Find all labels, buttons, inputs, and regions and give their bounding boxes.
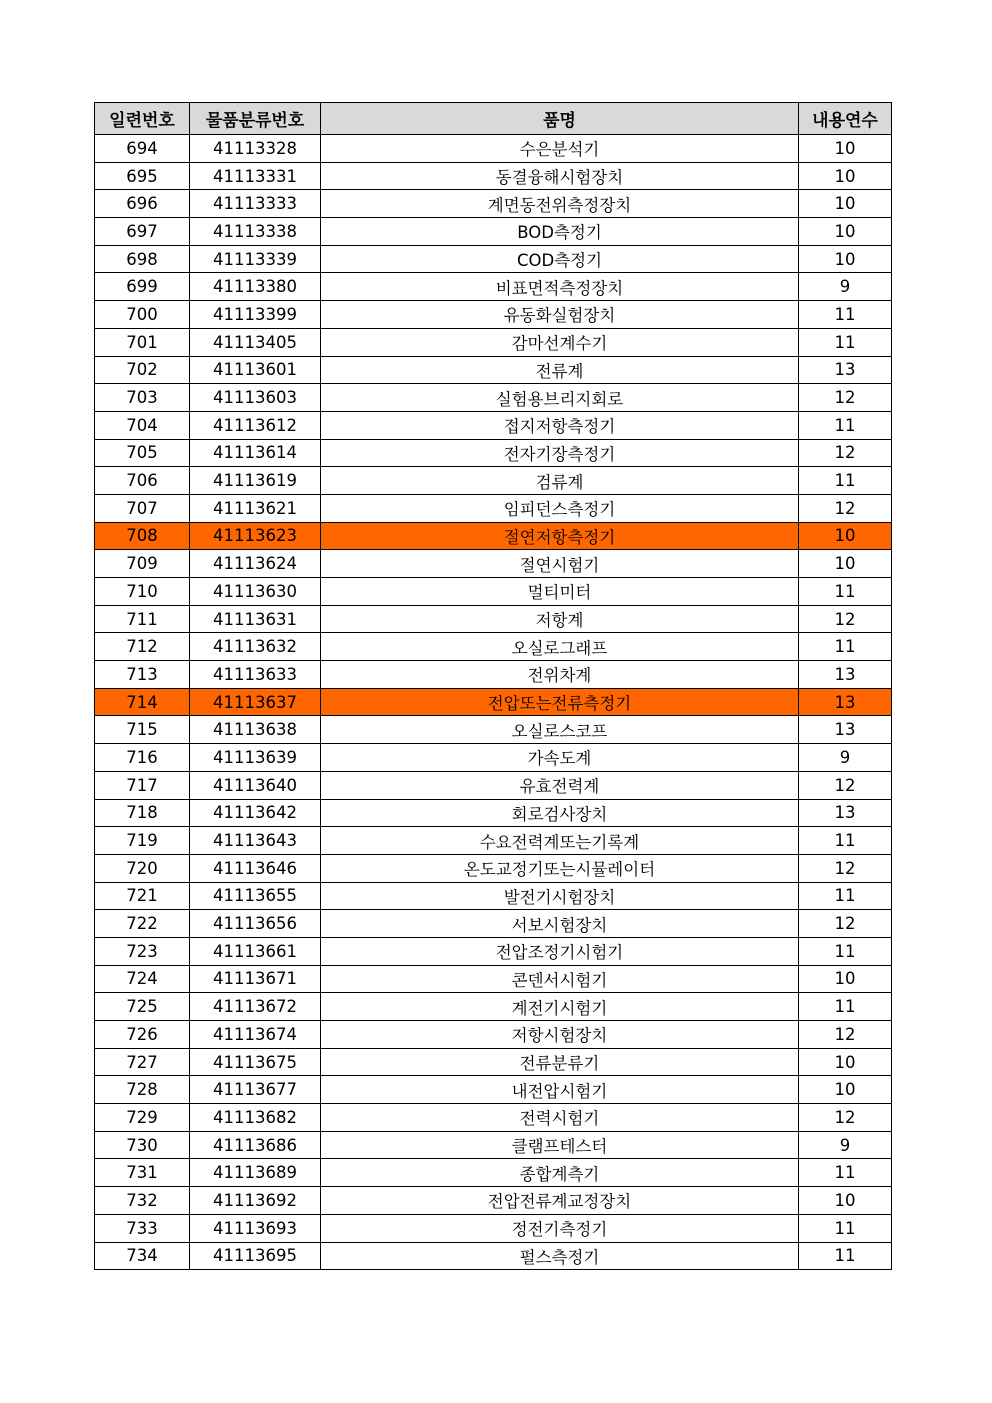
cell-useful-life-years: 13 bbox=[799, 661, 892, 689]
table-row bbox=[95, 1187, 892, 1215]
table-row bbox=[95, 965, 892, 993]
cell-classification-code: 41113333 bbox=[190, 190, 321, 218]
table-row bbox=[95, 937, 892, 965]
cell-serial-number: 710 bbox=[95, 578, 190, 606]
table-row bbox=[95, 1104, 892, 1132]
cell-useful-life-years: 12 bbox=[799, 439, 892, 467]
cell-useful-life-years: 9 bbox=[799, 273, 892, 301]
cell-serial-number: 704 bbox=[95, 411, 190, 439]
cell-classification-code: 41113689 bbox=[190, 1159, 321, 1187]
cell-classification-code: 41113642 bbox=[190, 799, 321, 827]
cell-useful-life-years: 11 bbox=[799, 633, 892, 661]
cell-item-name: 계전기시험기 bbox=[321, 993, 799, 1021]
cell-classification-code: 41113692 bbox=[190, 1187, 321, 1215]
cell-classification-code: 41113640 bbox=[190, 771, 321, 799]
cell-classification-code: 41113671 bbox=[190, 965, 321, 993]
cell-useful-life-years: 10 bbox=[799, 162, 892, 190]
cell-classification-code: 41113646 bbox=[190, 854, 321, 882]
cell-item-name: 유효전력계 bbox=[321, 771, 799, 799]
cell-useful-life-years: 11 bbox=[799, 411, 892, 439]
cell-serial-number: 695 bbox=[95, 162, 190, 190]
cell-item-name: 접지저항측정기 bbox=[321, 411, 799, 439]
cell-classification-code: 41113655 bbox=[190, 882, 321, 910]
cell-item-name: 검류계 bbox=[321, 467, 799, 495]
cell-classification-code: 41113405 bbox=[190, 328, 321, 356]
cell-serial-number: 725 bbox=[95, 993, 190, 1021]
cell-serial-number: 724 bbox=[95, 965, 190, 993]
cell-useful-life-years: 12 bbox=[799, 854, 892, 882]
cell-serial-number: 697 bbox=[95, 218, 190, 246]
table-row bbox=[95, 744, 892, 772]
cell-item-name: 내전압시험기 bbox=[321, 1076, 799, 1104]
cell-serial-number: 718 bbox=[95, 799, 190, 827]
table-row bbox=[95, 494, 892, 522]
cell-item-name: 오실로그래프 bbox=[321, 633, 799, 661]
cell-useful-life-years: 12 bbox=[799, 910, 892, 938]
cell-classification-code: 41113331 bbox=[190, 162, 321, 190]
cell-serial-number: 702 bbox=[95, 356, 190, 384]
cell-useful-life-years: 11 bbox=[799, 993, 892, 1021]
cell-item-name: 비표면적측정장치 bbox=[321, 273, 799, 301]
table-row bbox=[95, 716, 892, 744]
cell-serial-number: 708 bbox=[95, 522, 190, 550]
cell-classification-code: 41113675 bbox=[190, 1048, 321, 1076]
cell-useful-life-years: 12 bbox=[799, 771, 892, 799]
cell-classification-code: 41113637 bbox=[190, 688, 321, 716]
cell-useful-life-years: 10 bbox=[799, 1187, 892, 1215]
cell-item-name: 유동화실험장치 bbox=[321, 301, 799, 329]
cell-classification-code: 41113380 bbox=[190, 273, 321, 301]
cell-classification-code: 41113339 bbox=[190, 245, 321, 273]
cell-serial-number: 703 bbox=[95, 384, 190, 412]
cell-serial-number: 732 bbox=[95, 1187, 190, 1215]
cell-useful-life-years: 10 bbox=[799, 135, 892, 163]
cell-serial-number: 696 bbox=[95, 190, 190, 218]
table-row bbox=[95, 1021, 892, 1049]
cell-classification-code: 41113682 bbox=[190, 1104, 321, 1132]
cell-item-name: 임피던스측정기 bbox=[321, 494, 799, 522]
cell-useful-life-years: 10 bbox=[799, 550, 892, 578]
table-row bbox=[95, 384, 892, 412]
cell-classification-code: 41113338 bbox=[190, 218, 321, 246]
cell-serial-number: 721 bbox=[95, 882, 190, 910]
cell-item-name: 저항시험장치 bbox=[321, 1021, 799, 1049]
table-row bbox=[95, 218, 892, 246]
cell-serial-number: 713 bbox=[95, 661, 190, 689]
cell-item-name: 발전기시험장치 bbox=[321, 882, 799, 910]
table-body bbox=[95, 135, 892, 1270]
table-row bbox=[95, 827, 892, 855]
cell-item-name: 회로검사장치 bbox=[321, 799, 799, 827]
cell-classification-code: 41113624 bbox=[190, 550, 321, 578]
cell-serial-number: 698 bbox=[95, 245, 190, 273]
cell-serial-number: 700 bbox=[95, 301, 190, 329]
cell-serial-number: 694 bbox=[95, 135, 190, 163]
table-row bbox=[95, 799, 892, 827]
equipment-lifespan-table bbox=[94, 102, 892, 1270]
header-classification-code: 물품분류번호 bbox=[190, 103, 321, 135]
cell-serial-number: 726 bbox=[95, 1021, 190, 1049]
cell-classification-code: 41113601 bbox=[190, 356, 321, 384]
cell-item-name: 온도교정기또는시뮬레이터 bbox=[321, 854, 799, 882]
table-row bbox=[95, 356, 892, 384]
cell-item-name: 전력시험기 bbox=[321, 1104, 799, 1132]
cell-useful-life-years: 12 bbox=[799, 384, 892, 412]
cell-useful-life-years: 11 bbox=[799, 937, 892, 965]
cell-item-name: 전류분류기 bbox=[321, 1048, 799, 1076]
cell-item-name: 오실로스코프 bbox=[321, 716, 799, 744]
cell-useful-life-years: 10 bbox=[799, 1076, 892, 1104]
cell-serial-number: 714 bbox=[95, 688, 190, 716]
table-row-highlighted bbox=[95, 522, 892, 550]
cell-useful-life-years: 11 bbox=[799, 1242, 892, 1270]
table-row bbox=[95, 605, 892, 633]
cell-useful-life-years: 11 bbox=[799, 1214, 892, 1242]
header-item-name: 품명 bbox=[321, 103, 799, 135]
cell-useful-life-years: 13 bbox=[799, 688, 892, 716]
cell-useful-life-years: 11 bbox=[799, 467, 892, 495]
cell-item-name: 절연저항측정기 bbox=[321, 522, 799, 550]
cell-classification-code: 41113695 bbox=[190, 1242, 321, 1270]
cell-serial-number: 723 bbox=[95, 937, 190, 965]
cell-classification-code: 41113686 bbox=[190, 1131, 321, 1159]
cell-item-name: 서보시험장치 bbox=[321, 910, 799, 938]
cell-classification-code: 41113612 bbox=[190, 411, 321, 439]
table-row bbox=[95, 1076, 892, 1104]
cell-useful-life-years: 11 bbox=[799, 301, 892, 329]
cell-classification-code: 41113614 bbox=[190, 439, 321, 467]
cell-useful-life-years: 10 bbox=[799, 965, 892, 993]
cell-useful-life-years: 9 bbox=[799, 1131, 892, 1159]
cell-classification-code: 41113674 bbox=[190, 1021, 321, 1049]
table-row bbox=[95, 1159, 892, 1187]
cell-item-name: 클램프테스터 bbox=[321, 1131, 799, 1159]
table-row bbox=[95, 1214, 892, 1242]
table-row bbox=[95, 1131, 892, 1159]
cell-useful-life-years: 10 bbox=[799, 190, 892, 218]
cell-item-name: 콘덴서시험기 bbox=[321, 965, 799, 993]
cell-classification-code: 41113328 bbox=[190, 135, 321, 163]
cell-serial-number: 709 bbox=[95, 550, 190, 578]
cell-item-name: 계면동전위측정장치 bbox=[321, 190, 799, 218]
cell-classification-code: 41113656 bbox=[190, 910, 321, 938]
table-row bbox=[95, 1048, 892, 1076]
table-row bbox=[95, 1242, 892, 1270]
cell-useful-life-years: 13 bbox=[799, 799, 892, 827]
cell-serial-number: 711 bbox=[95, 605, 190, 633]
cell-classification-code: 41113631 bbox=[190, 605, 321, 633]
cell-item-name: 전압또는전류측정기 bbox=[321, 688, 799, 716]
cell-serial-number: 734 bbox=[95, 1242, 190, 1270]
cell-item-name: COD측정기 bbox=[321, 245, 799, 273]
cell-serial-number: 706 bbox=[95, 467, 190, 495]
cell-item-name: 전위차계 bbox=[321, 661, 799, 689]
cell-useful-life-years: 11 bbox=[799, 1159, 892, 1187]
table-row bbox=[95, 411, 892, 439]
cell-serial-number: 716 bbox=[95, 744, 190, 772]
cell-classification-code: 41113603 bbox=[190, 384, 321, 412]
cell-serial-number: 728 bbox=[95, 1076, 190, 1104]
table-row bbox=[95, 467, 892, 495]
cell-classification-code: 41113630 bbox=[190, 578, 321, 606]
cell-classification-code: 41113621 bbox=[190, 494, 321, 522]
cell-item-name: BOD측정기 bbox=[321, 218, 799, 246]
table-row bbox=[95, 771, 892, 799]
cell-item-name: 전자기장측정기 bbox=[321, 439, 799, 467]
table-row bbox=[95, 910, 892, 938]
cell-serial-number: 731 bbox=[95, 1159, 190, 1187]
cell-serial-number: 699 bbox=[95, 273, 190, 301]
header-serial-number: 일련번호 bbox=[95, 103, 190, 135]
cell-classification-code: 41113638 bbox=[190, 716, 321, 744]
cell-item-name: 전압전류계교정장치 bbox=[321, 1187, 799, 1215]
cell-useful-life-years: 10 bbox=[799, 1048, 892, 1076]
table-row bbox=[95, 245, 892, 273]
cell-serial-number: 733 bbox=[95, 1214, 190, 1242]
cell-classification-code: 41113399 bbox=[190, 301, 321, 329]
cell-useful-life-years: 12 bbox=[799, 1021, 892, 1049]
table-row bbox=[95, 190, 892, 218]
cell-classification-code: 41113672 bbox=[190, 993, 321, 1021]
header-useful-life-years: 내용연수 bbox=[799, 103, 892, 135]
table-row bbox=[95, 633, 892, 661]
cell-serial-number: 722 bbox=[95, 910, 190, 938]
cell-useful-life-years: 12 bbox=[799, 1104, 892, 1132]
table-row bbox=[95, 273, 892, 301]
cell-item-name: 가속도계 bbox=[321, 744, 799, 772]
cell-useful-life-years: 10 bbox=[799, 245, 892, 273]
table-row bbox=[95, 993, 892, 1021]
table-row-highlighted bbox=[95, 688, 892, 716]
cell-useful-life-years: 11 bbox=[799, 882, 892, 910]
table-row bbox=[95, 578, 892, 606]
table-row bbox=[95, 162, 892, 190]
cell-item-name: 전류계 bbox=[321, 356, 799, 384]
cell-useful-life-years: 10 bbox=[799, 522, 892, 550]
cell-item-name: 수은분석기 bbox=[321, 135, 799, 163]
cell-item-name: 정전기측정기 bbox=[321, 1214, 799, 1242]
table-row bbox=[95, 661, 892, 689]
cell-classification-code: 41113661 bbox=[190, 937, 321, 965]
cell-item-name: 전압조정기시험기 bbox=[321, 937, 799, 965]
cell-useful-life-years: 9 bbox=[799, 744, 892, 772]
cell-serial-number: 719 bbox=[95, 827, 190, 855]
cell-useful-life-years: 11 bbox=[799, 827, 892, 855]
cell-item-name: 저항계 bbox=[321, 605, 799, 633]
cell-useful-life-years: 11 bbox=[799, 328, 892, 356]
cell-serial-number: 720 bbox=[95, 854, 190, 882]
cell-item-name: 감마선계수기 bbox=[321, 328, 799, 356]
cell-useful-life-years: 13 bbox=[799, 356, 892, 384]
table-row bbox=[95, 854, 892, 882]
cell-serial-number: 727 bbox=[95, 1048, 190, 1076]
table-row bbox=[95, 328, 892, 356]
cell-serial-number: 717 bbox=[95, 771, 190, 799]
cell-classification-code: 41113633 bbox=[190, 661, 321, 689]
cell-classification-code: 41113693 bbox=[190, 1214, 321, 1242]
cell-item-name: 실험용브리지회로 bbox=[321, 384, 799, 412]
cell-serial-number: 712 bbox=[95, 633, 190, 661]
table-row bbox=[95, 135, 892, 163]
cell-useful-life-years: 12 bbox=[799, 494, 892, 522]
cell-serial-number: 730 bbox=[95, 1131, 190, 1159]
cell-serial-number: 715 bbox=[95, 716, 190, 744]
table-row bbox=[95, 550, 892, 578]
cell-useful-life-years: 13 bbox=[799, 716, 892, 744]
cell-serial-number: 729 bbox=[95, 1104, 190, 1132]
cell-item-name: 동결융해시험장치 bbox=[321, 162, 799, 190]
cell-item-name: 절연시험기 bbox=[321, 550, 799, 578]
table-row bbox=[95, 439, 892, 467]
cell-item-name: 종합계측기 bbox=[321, 1159, 799, 1187]
cell-useful-life-years: 12 bbox=[799, 605, 892, 633]
cell-classification-code: 41113677 bbox=[190, 1076, 321, 1104]
cell-classification-code: 41113639 bbox=[190, 744, 321, 772]
cell-serial-number: 707 bbox=[95, 494, 190, 522]
cell-serial-number: 701 bbox=[95, 328, 190, 356]
cell-serial-number: 705 bbox=[95, 439, 190, 467]
cell-classification-code: 41113632 bbox=[190, 633, 321, 661]
cell-useful-life-years: 11 bbox=[799, 578, 892, 606]
cell-useful-life-years: 10 bbox=[799, 218, 892, 246]
cell-item-name: 펄스측정기 bbox=[321, 1242, 799, 1270]
cell-item-name: 멀티미터 bbox=[321, 578, 799, 606]
table-row bbox=[95, 882, 892, 910]
table-row bbox=[95, 301, 892, 329]
cell-classification-code: 41113623 bbox=[190, 522, 321, 550]
table-header-row bbox=[95, 103, 892, 135]
cell-classification-code: 41113643 bbox=[190, 827, 321, 855]
cell-item-name: 수요전력계또는기록계 bbox=[321, 827, 799, 855]
cell-classification-code: 41113619 bbox=[190, 467, 321, 495]
